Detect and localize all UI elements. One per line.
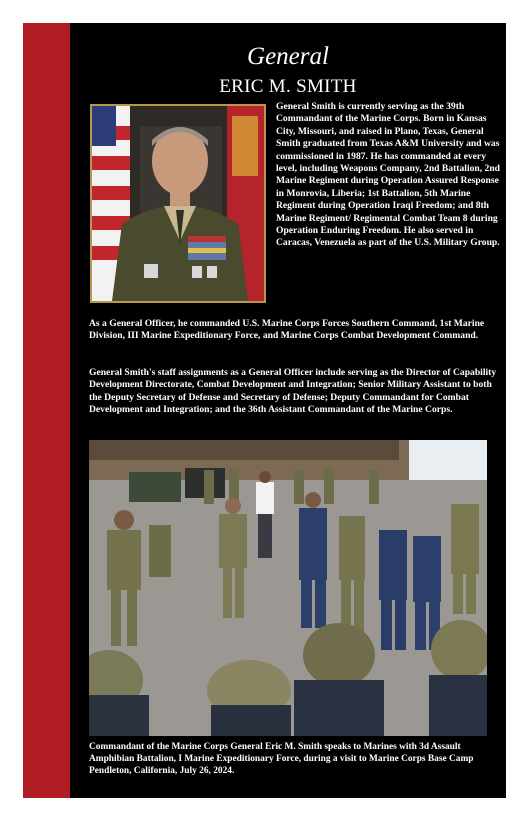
official-portrait <box>90 104 266 303</box>
person-name: ERIC M. SMITH <box>219 76 357 97</box>
bio-paragraph-1-continued: As a General Officer, he commanded U.S. Marine Corps Forces Southern Command, 1st Marine Division, III Marine Expeditionary Force, and Marine Corps Combat Development Command. <box>89 318 485 342</box>
content-panel <box>70 23 506 798</box>
event-photo <box>89 440 487 736</box>
rank-title: General <box>247 43 329 70</box>
event-photo-image <box>89 440 487 736</box>
bio-paragraph-1: General Smith is currently serving as the 39th Commandant of the Marine Corps. Born in Kansas City, Missouri, and raised in Plano, Texas, General Smith graduated from Texas A&M University and was commissioned in 1987. He has commanded at every level, including Weapons Company, 2nd Battalion, 2nd Marine Regiment during Operation Assured Response in Monrovia, Liberia; 1st Battalion, 5th Marine Regiment during Operation Iraqi Freedom; and 8th Marine Regiment/ Regimental Combat Team 8 during Operation Enduring Freedom. He also served in Caracas, Venezuela as part of the U.S. Military Group. <box>276 101 501 249</box>
portrait-image <box>92 106 264 301</box>
profile-page <box>23 23 506 798</box>
bio-paragraph-2: General Smith's staff assignments as a General Officer include serving as the Director of Capability Development Directorate, Combat Development and Integration; Senior Military Assistant to both the Deputy Secretary of Defense and Secretary of Defense; Deputy Commandant for Combat Development and Integration; and the 36th Assistant Commandant of the Marine Corps. <box>89 367 497 416</box>
red-accent-band <box>23 23 70 798</box>
photo-caption: Commandant of the Marine Corps General Eric M. Smith speaks to Marines with 3d Assault Amphibian Battalion, I Marine Expeditionary Force, during a visit to Marine Corps Base Camp Pendleton, California, July 26, 2024. <box>89 742 474 777</box>
